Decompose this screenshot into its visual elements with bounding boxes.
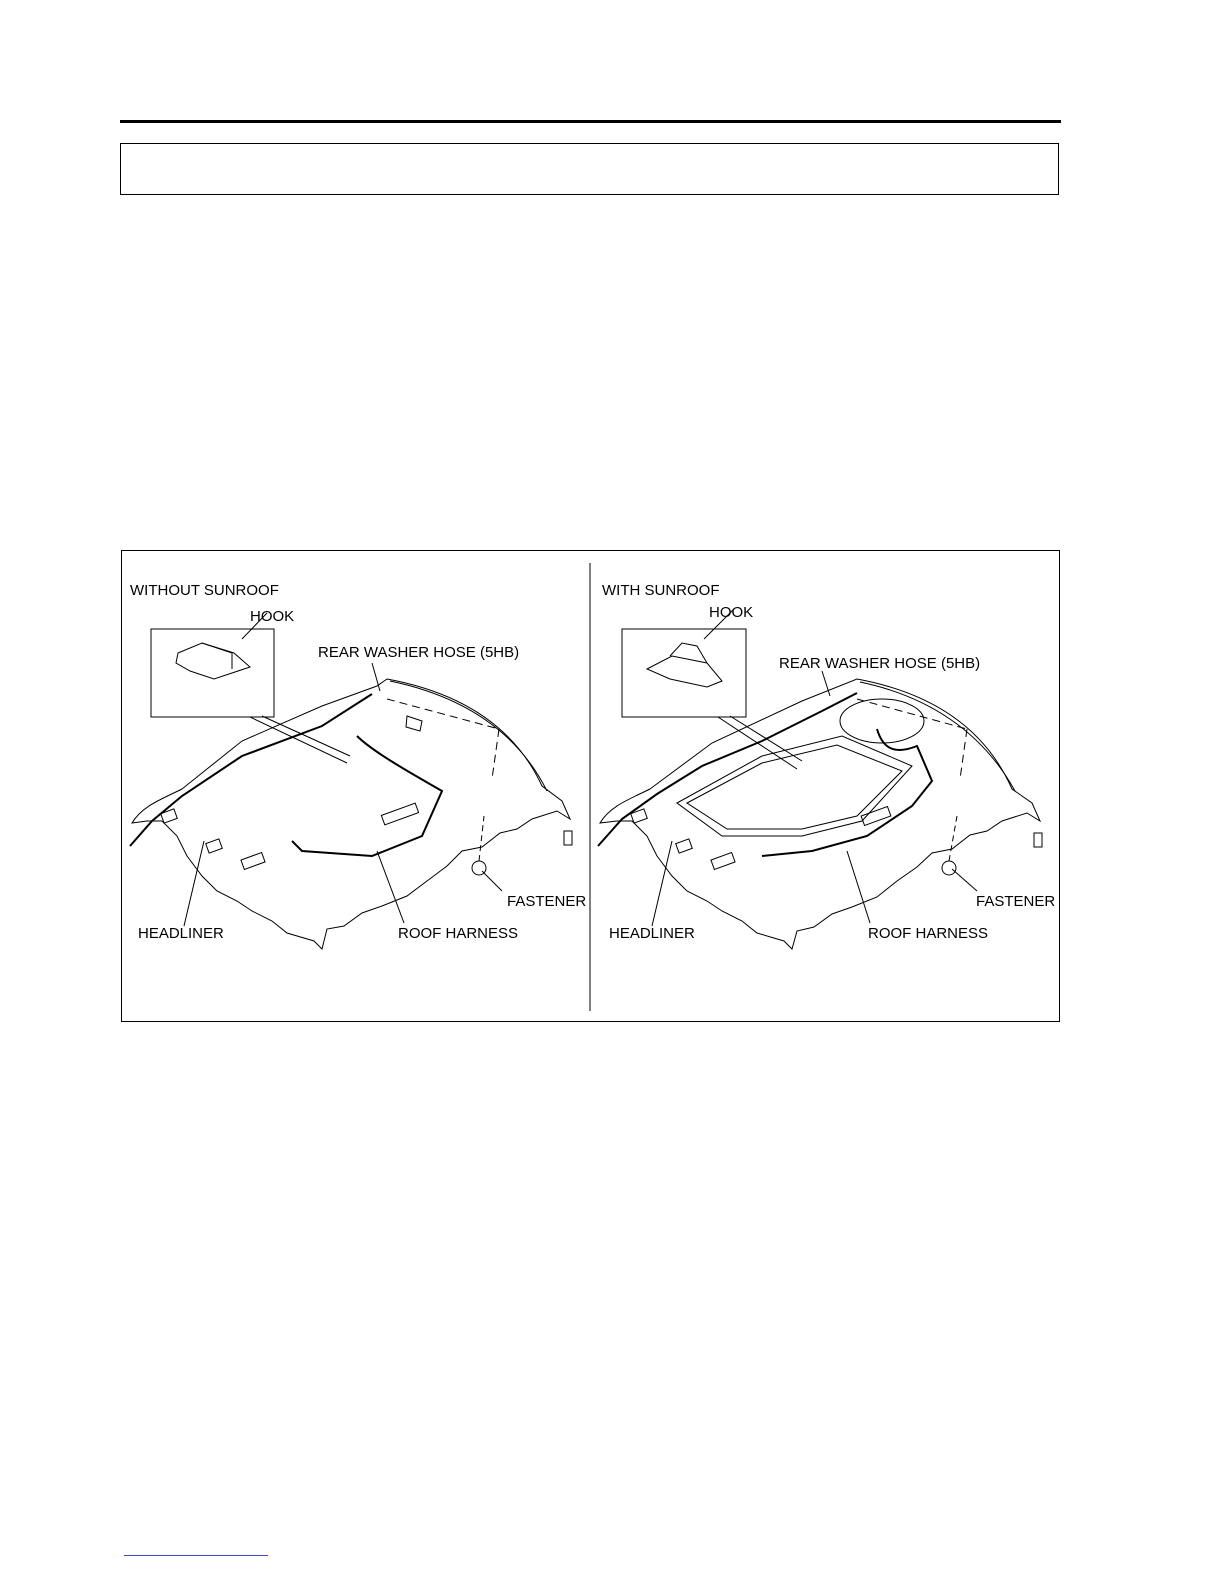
headliner-figure bbox=[121, 550, 1060, 1022]
left-panel bbox=[130, 613, 572, 949]
fastener-right bbox=[942, 861, 956, 875]
fastener-left bbox=[472, 861, 486, 875]
hook-inset-left bbox=[151, 629, 274, 717]
left-roof-harness-label: ROOF HARNESS bbox=[398, 925, 519, 942]
roof-edge-right bbox=[860, 682, 1015, 791]
hook-shape-right bbox=[647, 656, 722, 687]
dashed-line-right bbox=[857, 699, 967, 729]
roof-harness-left[interactable] bbox=[130, 694, 442, 856]
left-hook-label: HOOK bbox=[250, 608, 295, 625]
right-roof-harness-label: ROOF HARNESS bbox=[868, 925, 989, 942]
left-fastener-label: FASTENER bbox=[507, 893, 587, 910]
sunroof-motor-area bbox=[840, 699, 924, 743]
right-headliner-label: HEADLINER bbox=[609, 925, 695, 942]
left-panel-title: WITHOUT SUNROOF bbox=[130, 582, 279, 599]
headliner-outline-left bbox=[132, 679, 570, 949]
right-fastener-label: FASTENER bbox=[976, 893, 1056, 910]
rear-connector-left bbox=[564, 831, 572, 845]
headliner-outline-right bbox=[600, 679, 1040, 949]
left-headliner-label: HEADLINER bbox=[138, 925, 224, 942]
section-title-box bbox=[120, 143, 1059, 195]
hook-shape-left bbox=[176, 643, 250, 679]
hook-leader-left bbox=[250, 716, 350, 763]
connector-left bbox=[406, 716, 422, 731]
header-rule bbox=[120, 120, 1061, 123]
left-rear-washer-hose-label: REAR WASHER HOSE (5HB) bbox=[318, 644, 520, 661]
dashed-line-left bbox=[387, 699, 499, 729]
right-rear-washer-hose-label: REAR WASHER HOSE (5HB) bbox=[779, 655, 981, 672]
hook-inset-right bbox=[622, 629, 746, 717]
right-panel-title: WITH SUNROOF bbox=[602, 582, 720, 599]
right-hook-label: HOOK bbox=[709, 604, 754, 621]
rear-connector-right bbox=[1034, 833, 1042, 847]
footer-link-underline bbox=[124, 1555, 268, 1556]
